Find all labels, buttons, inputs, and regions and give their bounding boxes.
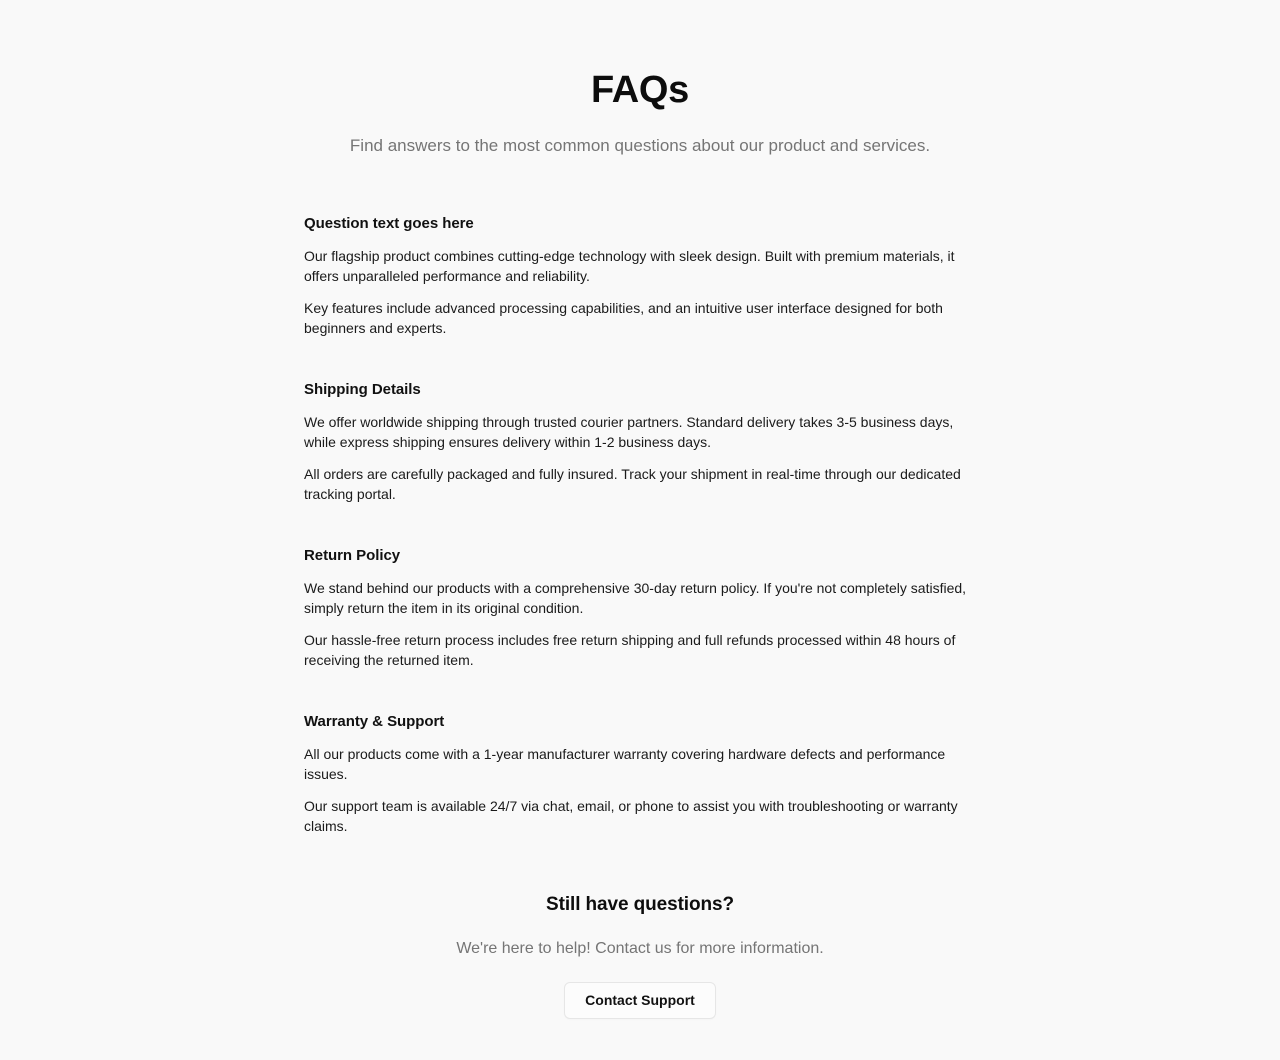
faq-answer-paragraph: Our support team is available 24/7 via chat, email, or phone to assist you with troubleshooting or warranty claims. — [304, 798, 958, 834]
faq-answer-paragraph: All our products come with a 1-year manufacturer warranty covering hardware defects and performance issues. — [304, 746, 946, 782]
cta-description: We're here to help! Contact us for more information. — [456, 940, 824, 957]
faq-answer-paragraph: Our flagship product combines cutting-edge technology with sleek design. Built with premium materials, it offers unparalleled performance and reliability. — [304, 248, 955, 284]
faq-answer-paragraph: We offer worldwide shipping through trusted courier partners. Standard delivery takes 3-5 business days, while express shipping ensures delivery within 1-2 business days. — [304, 414, 954, 450]
cta-title: Still have questions? — [546, 894, 734, 915]
faq-item — [304, 546, 976, 670]
contact-support-button[interactable]: Contact Support — [564, 982, 716, 1019]
faq-question: Shipping Details — [304, 381, 421, 398]
faq-item — [304, 214, 976, 338]
faq-answer-paragraph: Our hassle-free return process includes free return shipping and full refunds processed within 48 hours of receiving the returned item. — [304, 632, 956, 668]
faq-header — [0, 68, 1280, 158]
faq-item — [304, 712, 976, 836]
faq-item — [304, 380, 976, 504]
faq-answer-paragraph: Key features include advanced processing capabilities, and an intuitive user interface designed for both beginners and experts. — [304, 300, 943, 336]
faq-list — [304, 214, 976, 836]
faq-question: Question text goes here — [304, 215, 474, 232]
faq-question: Warranty & Support — [304, 713, 445, 730]
faq-answer-paragraph: We stand behind our products with a comprehensive 30-day return policy. If you're not completely satisfied, simply return the item in its original condition. — [304, 580, 967, 616]
contact-cta-section — [304, 892, 976, 1019]
page-subtitle: Find answers to the most common questions about our product and services. — [349, 136, 931, 155]
faq-question: Return Policy — [304, 547, 401, 564]
page-title: FAQs — [590, 69, 690, 111]
faq-answer-paragraph: All orders are carefully packaged and fully insured. Track your shipment in real-time through our dedicated tracking portal. — [304, 466, 961, 502]
